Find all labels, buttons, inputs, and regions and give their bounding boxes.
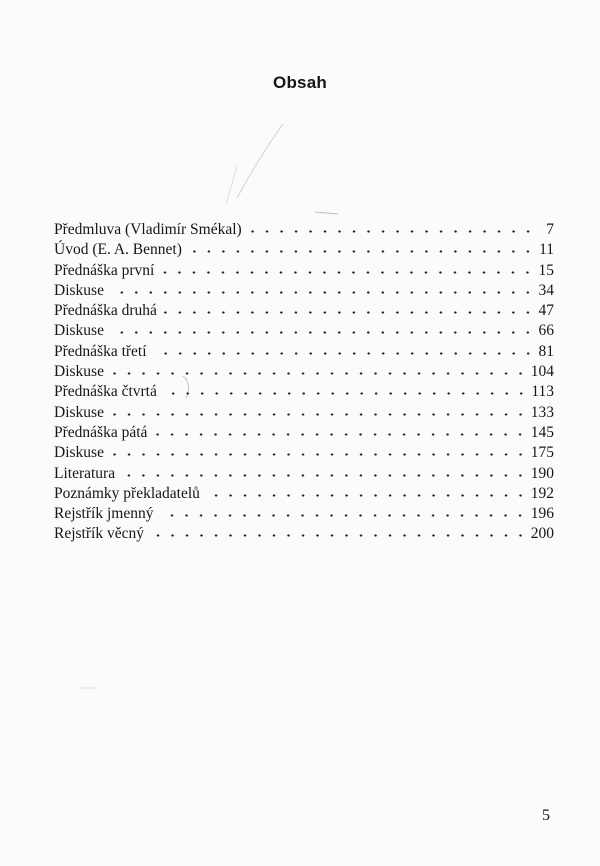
toc-entry-title: Přednáška první [54, 261, 155, 279]
toc-entry-page: 15 [538, 261, 554, 279]
toc-entry-page: 7 [546, 221, 554, 238]
toc-entry-title: Poznámky překladatelů [54, 484, 200, 502]
toc-entry-page: 113 [531, 383, 554, 401]
toc-entry [54, 484, 554, 504]
toc-entry-title: Literatura [54, 464, 116, 482]
toc-entry [54, 261, 554, 281]
dot-leader [188, 250, 535, 253]
dot-leader [248, 230, 535, 233]
toc-entry-title: Diskuse [54, 403, 104, 421]
dot-leader [163, 392, 528, 395]
dot-leader [163, 311, 535, 314]
toc-entry-title: Diskuse [54, 444, 104, 462]
toc-entry-page: 81 [538, 342, 554, 360]
toc-entry [54, 504, 554, 524]
toc-entry-title: Diskuse [54, 322, 104, 340]
dot-leader [160, 271, 535, 274]
toc-entry [54, 321, 554, 341]
dot-leader [110, 331, 535, 334]
toc-entry [54, 281, 554, 301]
toc-entry-page: 192 [530, 484, 554, 502]
toc-entry-page: 34 [538, 281, 554, 299]
toc-entry [54, 524, 554, 544]
dot-leader [110, 291, 535, 294]
toc-entry-page: 200 [530, 525, 554, 543]
toc-entry-page: 47 [538, 302, 554, 320]
table-of-contents [54, 220, 554, 545]
dot-leader [110, 372, 528, 375]
dot-leader [159, 514, 527, 517]
toc-entry-page: 104 [530, 363, 554, 381]
toc-entry [54, 301, 554, 321]
toc-entry [54, 342, 554, 362]
toc-entry-page: 133 [530, 403, 554, 421]
dot-leader [150, 534, 528, 537]
toc-entry-title: Rejstřík věcný [54, 525, 144, 543]
dot-leader [153, 352, 535, 355]
toc-entry [54, 423, 554, 443]
toc-entry-page: 196 [530, 505, 554, 523]
toc-entry [54, 362, 554, 382]
toc-entry-title: Přednáška pátá [54, 423, 148, 441]
toc-entry [54, 403, 554, 423]
toc-entry-page: 175 [530, 444, 554, 462]
dot-leader [110, 453, 528, 456]
dot-leader [206, 494, 528, 497]
toc-entry [54, 443, 554, 463]
toc-entry [54, 382, 554, 402]
toc-entry-page: 11 [539, 241, 554, 259]
toc-entry-title: Přednáška čtvrtá [54, 383, 157, 401]
toc-entry [54, 464, 554, 484]
dot-leader [121, 474, 528, 477]
toc-entry-title: Úvod (E. A. Bennet) [54, 241, 182, 259]
toc-entry-title: Diskuse [54, 281, 104, 299]
dot-leader [110, 413, 528, 416]
toc-entry [54, 240, 554, 260]
toc-entry-page: 145 [530, 423, 554, 441]
toc-entry-page: 190 [530, 464, 554, 482]
page-title: Obsah [273, 73, 327, 93]
toc-entry-title: Přednáška třetí [54, 342, 147, 360]
toc-entry-title: Rejstřík jmenný [54, 505, 154, 523]
toc-entry-title: Přednáška druhá [54, 302, 157, 320]
toc-entry-title: Předmluva (Vladimír Smékal) [54, 221, 242, 238]
toc-entry-title: Diskuse [54, 363, 104, 381]
dot-leader [153, 433, 527, 436]
page-number: 5 [542, 807, 550, 824]
toc-entry [54, 220, 554, 240]
toc-entry-page: 66 [538, 322, 554, 340]
